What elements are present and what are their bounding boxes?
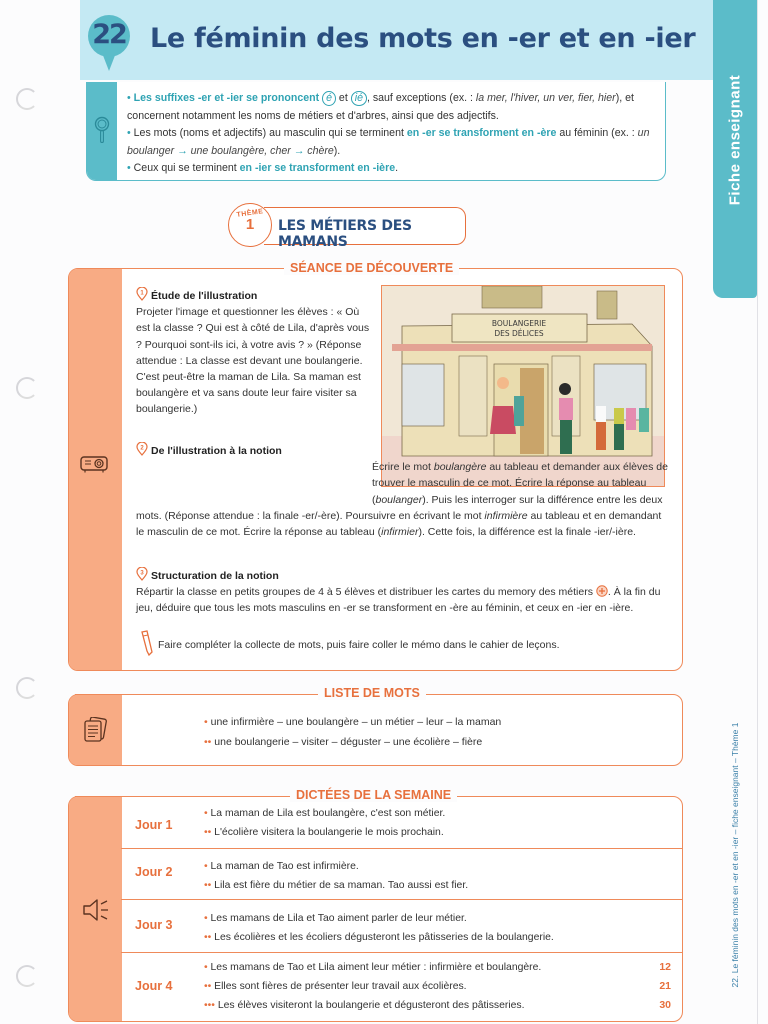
dictee-line: ••• Les élèves visiteront la boulangerie et dégusteront des pâtisseries. 30 bbox=[204, 996, 679, 1015]
pencil-note: Faire compléter la collecte de mots, puis faire coller le mémo dans le cahier de leçons. bbox=[158, 639, 560, 651]
binder-hole bbox=[16, 377, 38, 399]
dictee-line: • Les mamans de Tao et Lila aiment leur métier : infirmière et boulangère. 12 bbox=[204, 958, 679, 977]
word-count: 30 bbox=[659, 999, 671, 1011]
word-count: 21 bbox=[659, 980, 671, 992]
phoneme-e: é bbox=[322, 91, 336, 106]
svg-text:3: 3 bbox=[140, 570, 144, 577]
step-illustration-notion: 2 De l'illustration à la notion Écrire le mot boulangère au tableau et demander aux élèves de trouver le masculin de ce mot. Écrire la réponse au tableau (boulanger). Puis les interroger sur la différence entre les deux mots. (Réponse attendue : la finale -er/-ère). Poursuivre en écrivant le mot infirmière au tableau et en demandant le masculin de ce mot. Écrire la réponse au tableau (infirmier). Cette fois, la différence est la finale -ier/-ière. bbox=[136, 442, 671, 540]
dictee-line: •• L'écolière visitera la boulangerie le mois prochain. bbox=[204, 827, 444, 838]
binder-hole bbox=[16, 965, 38, 987]
side-tab-label: Fiche enseignant bbox=[726, 74, 744, 206]
footer-running-text: 22. Le féminin des mots en -er et en -ier – fiche enseignant – Thème 1 bbox=[730, 722, 740, 988]
dictee-line: •• Les écolières et les écoliers dégusteront les pâtisseries de la boulangerie. bbox=[204, 932, 554, 943]
step-2-pin-icon bbox=[136, 442, 148, 456]
word-list-line: •• une boulangerie – visiter – déguster – une écolière – fière bbox=[204, 736, 483, 748]
word-list-line: • une infirmière – une boulangère – un métier – leur – la maman bbox=[204, 716, 502, 728]
svg-text:BOULANGERIE: BOULANGERIE bbox=[491, 319, 547, 328]
binder-hole bbox=[16, 88, 38, 110]
word-count: 12 bbox=[659, 961, 671, 973]
liste-title: LISTE DE MOTS bbox=[318, 686, 426, 700]
step-structuration: 3 Structuration de la notion Répartir la classe en petits groupes de 4 à 5 élèves et distribuer les cartes du memory des métiers . À la fin du jeu, déduire que tous les mots masculins en -er se transforment en -ère au féminin, et ceux en -ier en -ière. bbox=[136, 567, 671, 617]
dictee-line: • La maman de Tao est infirmière. bbox=[204, 861, 359, 872]
dictee-line: • La maman de Lila est boulangère, c'est son métier. bbox=[204, 808, 446, 819]
seance-title: SÉANCE DE DÉCOUVERTE bbox=[284, 261, 459, 275]
memo-item: • Les suffixes -er et -ier se prononcent é et ié , sauf exceptions (ex. : la mer, l'hiver, un ver, fier, hier), et concernent notamment les noms de métiers et d'arbres, ainsi que des adjectifs. bbox=[127, 92, 634, 122]
svg-text:1: 1 bbox=[140, 290, 144, 297]
side-tab bbox=[713, 0, 757, 298]
memo-item: • Ceux qui se terminent en -ier se transforment en -ière. bbox=[127, 162, 399, 174]
dictee-line: •• Elles sont fières de présenter leur travail aux écolières. 21 bbox=[204, 977, 679, 996]
lesson-number: 22 bbox=[92, 19, 126, 50]
phoneme-ie: ié bbox=[351, 91, 367, 106]
binder-hole bbox=[16, 677, 38, 699]
projector-icon bbox=[80, 455, 108, 473]
step-1-pin-icon bbox=[136, 287, 148, 301]
pencil-icon bbox=[140, 630, 154, 656]
page-title: Le féminin des mots en -er et en -ier bbox=[150, 23, 696, 54]
theme-title: LES MÉTIERS DES MAMANS bbox=[278, 218, 412, 250]
word-list bbox=[204, 712, 501, 752]
documents-icon bbox=[83, 717, 107, 743]
dictee-line: • Les mamans de Lila et Tao aiment parler de leur métier. bbox=[204, 913, 467, 924]
svg-text:DES DÉLICES: DES DÉLICES bbox=[494, 329, 544, 338]
step-3-pin-icon bbox=[136, 567, 148, 581]
magnifier-icon bbox=[94, 116, 110, 146]
memo-box bbox=[86, 82, 666, 181]
theme-badge: THÈME 1 bbox=[228, 203, 272, 247]
memo-text bbox=[127, 90, 657, 178]
step-etude: 1 Étude de l'illustration Projeter l'image et questionner les élèves : « Où est la classe ? Qui est à côté de Lila, d'après vous ? Pourquoi sont-ils ici, à votre avis ? » (Réponse attendue : La classe est devant une boulangerie. C'est peut-être la maman de Lila. Sa maman est boulangère et va sans doute leur faire visiter sa boulangerie.) bbox=[136, 287, 372, 418]
memo-item: • Les mots (noms et adjectifs) au masculin qui se terminent en -er se transforment en -ère au féminin (ex. : un boulanger → une boulangère, cher → chère). bbox=[127, 127, 650, 157]
speaker-icon bbox=[81, 897, 111, 923]
dictees-title: DICTÉES DE LA SEMAINE bbox=[290, 788, 457, 802]
theme-heading bbox=[228, 203, 468, 250]
lesson-number-badge bbox=[88, 15, 130, 73]
dictee-line: •• Lila est fière du métier de sa maman. Tao aussi est fier. bbox=[204, 880, 469, 891]
page-edge bbox=[757, 0, 758, 1024]
svg-text:2: 2 bbox=[140, 445, 144, 452]
plus-resource-icon[interactable] bbox=[596, 585, 608, 597]
